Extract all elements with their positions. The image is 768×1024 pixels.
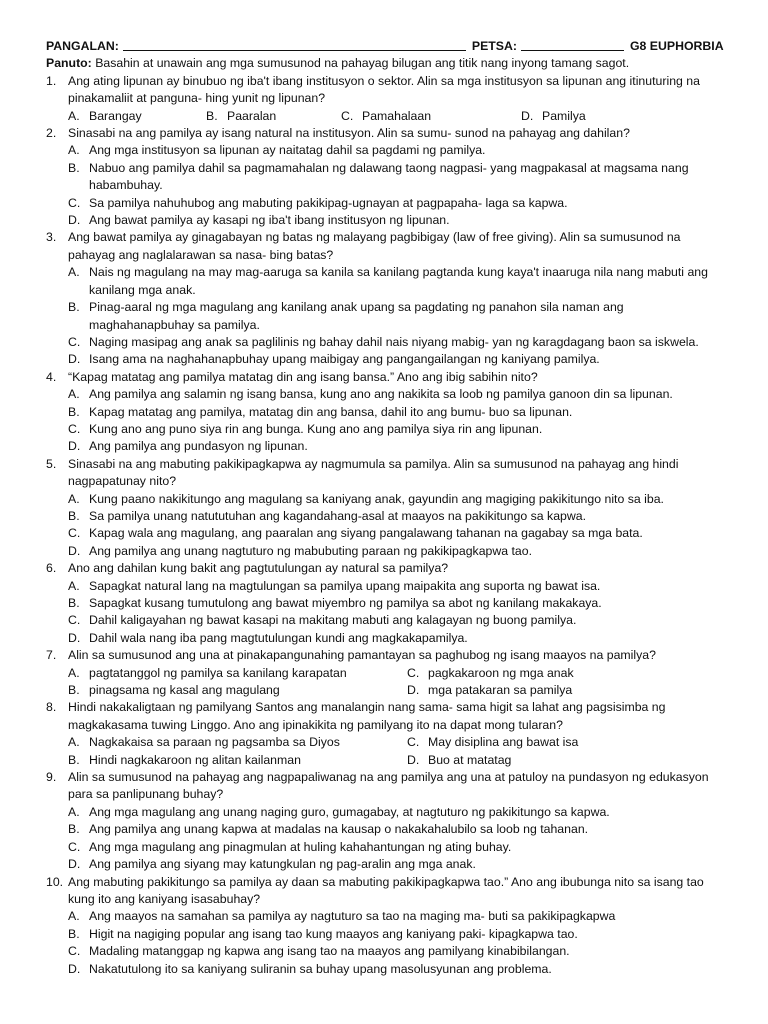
- answer-option[interactable]: [206, 108, 341, 125]
- options-row: [46, 752, 724, 769]
- option-letter: D.: [407, 752, 420, 767]
- worksheet-header: [46, 38, 724, 55]
- option-text: Pamilya: [542, 108, 586, 123]
- option-letter: C.: [341, 108, 354, 123]
- option-text: Nakatutulong ito sa kaniyang suliranin sa buhay upang masolusyunan ang problema.: [89, 961, 552, 976]
- answer-option[interactable]: [68, 839, 724, 856]
- answer-option[interactable]: [68, 108, 206, 125]
- answer-option[interactable]: [68, 351, 724, 368]
- option-letter: A.: [68, 265, 80, 280]
- option-letter: B.: [68, 508, 80, 523]
- option-letter: B.: [68, 926, 80, 941]
- option-letter: B.: [68, 596, 80, 610]
- question-text: “Kapag matatag ang pamilya matatag din ang isang bansa.” Ano ang ibig sabihin nito?: [68, 369, 538, 384]
- question-stem: [46, 456, 724, 491]
- option-text: Buo at matatag: [428, 752, 512, 767]
- option-text: pinagsama ng kasal ang magulang: [89, 683, 280, 698]
- name-blank[interactable]: [123, 38, 466, 51]
- answer-option[interactable]: [68, 821, 724, 838]
- question-text: Ang mabuting pakikitungo sa pamilya ay daan sa mabuting pakikipagkapwa tao.” Ano ang ibubunga nito sa isang tao kung ito ang kaniyang isasabuhay?: [68, 874, 704, 906]
- option-letter: A.: [68, 735, 80, 750]
- option-letter: C.: [68, 839, 81, 854]
- question-item: [46, 456, 724, 560]
- option-text: Higit na nagiging popular ang isang tao kung maayos ang kaniyang paki- kipagkapwa tao.: [89, 926, 578, 941]
- question-text: Ano ang dahilan kung bakit ang pagtutulungan ay natural sa pamilya?: [68, 561, 449, 576]
- question-number: 5.: [46, 456, 57, 471]
- question-stem: [46, 769, 724, 804]
- question-stem: [46, 699, 724, 734]
- question-number: 1.: [46, 73, 57, 88]
- answer-option[interactable]: [68, 926, 724, 943]
- option-text: Ang mga institusyon sa lipunan ay naitatag dahil sa pagdami ng pamilya.: [89, 143, 486, 158]
- answer-option[interactable]: [68, 508, 724, 525]
- option-letter: B.: [68, 300, 80, 315]
- option-text: Naging masipag ang anak sa paglilinis ng bahay dahil nais niyang mabig- yan ng karagdagang baon sa iskwela.: [89, 334, 699, 349]
- option-letter: B.: [68, 683, 80, 698]
- answer-option[interactable]: [68, 264, 724, 299]
- answer-option[interactable]: [68, 160, 724, 195]
- options-list: [46, 264, 724, 368]
- option-letter: B.: [206, 108, 218, 123]
- option-letter: A.: [68, 665, 80, 680]
- option-letter: A.: [68, 578, 80, 593]
- option-text: Paaralan: [227, 108, 277, 123]
- options-row: [46, 665, 724, 682]
- option-letter: A.: [68, 143, 80, 158]
- option-text: Ang mga magulang ang pinagmulan at huling kahahantungan ng ating buhay.: [89, 839, 512, 854]
- answer-option[interactable]: [68, 334, 724, 351]
- instructions: [46, 55, 724, 72]
- option-letter: C.: [68, 944, 81, 959]
- answer-option[interactable]: [407, 682, 572, 699]
- question-stem: [46, 73, 724, 108]
- option-letter: D.: [68, 213, 81, 228]
- option-text: Kung ano ang puno siya rin ang bunga. Kung ano ang pamilya siya rin ang lipunan.: [89, 421, 543, 436]
- options-list: [46, 491, 724, 561]
- option-text: Sapagkat natural lang na magtulungan sa pamilya upang maipakita ang suporta ng bawat isa.: [89, 578, 601, 593]
- option-text: Nabuo ang pamilya dahil sa pagmamahalan ng dalawang taong nagpasi- yang magpakasal at magsama nang habambuhay.: [89, 160, 689, 193]
- option-text: Kung paano nakikitungo ang magulang sa kaniyang anak, gayundin ang magiging pakikitungo nito sa iba.: [89, 491, 664, 506]
- option-text: Barangay: [89, 108, 142, 123]
- answer-option[interactable]: [68, 525, 724, 542]
- answer-option[interactable]: [68, 595, 724, 612]
- answer-option[interactable]: [68, 682, 407, 699]
- option-letter: D.: [68, 439, 81, 454]
- option-text: mga patakaran sa pamilya: [428, 683, 573, 698]
- question-number: 4.: [46, 369, 57, 384]
- option-text: Ang maayos na samahan sa pamilya ay nagtuturo sa tao na maging ma- buti sa pakikipagkapwa: [89, 909, 616, 924]
- answer-option[interactable]: [68, 578, 724, 595]
- option-letter: B.: [68, 160, 80, 175]
- option-text: Kapag wala ang magulang, ang paaralan ang siyang pangalawang tahanan na gagabay sa mga bata.: [89, 526, 643, 541]
- question-stem: [46, 560, 724, 577]
- option-text: Ang pamilya ang unang kapwa at madalas na kausap o nakakahalubilo sa loob ng tahanan.: [89, 822, 589, 837]
- answer-option[interactable]: [68, 804, 724, 821]
- answer-option[interactable]: [68, 734, 407, 751]
- question-text: Ang bawat pamilya ay ginagabayan ng batas ng malayang pagbibigay (law of free giving). Alin sa sumusunod na pahayag ang naglalarawan sa nasa- bing batas?: [68, 230, 681, 262]
- option-text: Sa pamilya nahuhubog ang mabuting pakikipag-ugnayan at pagpapaha- laga sa kapwa.: [89, 195, 568, 210]
- option-text: Dahil wala nang iba pang magtutulungan kundi ang magkakapamilya.: [89, 630, 468, 645]
- option-letter: A.: [68, 108, 80, 123]
- date-blank[interactable]: [521, 38, 624, 51]
- answer-option[interactable]: [521, 108, 641, 125]
- answer-option[interactable]: [407, 665, 574, 682]
- option-letter: C.: [68, 334, 81, 349]
- answer-option[interactable]: [68, 299, 724, 334]
- options-list: [46, 142, 724, 229]
- options-row: [46, 108, 724, 125]
- question-item: [46, 73, 724, 125]
- option-letter: A.: [68, 387, 80, 402]
- question-stem: [46, 369, 724, 386]
- option-letter: D.: [521, 108, 534, 123]
- question-text: Sinasabi na ang mabuting pakikipagkapwa ay nagmumula sa pamilya. Alin sa sumusunod na pahayag ang hindi nagpapatunay nito?: [68, 456, 679, 489]
- answer-option[interactable]: [68, 195, 724, 212]
- option-text: Madaling matanggap ng kapwa ang isang tao na maayos ang pamilyang kinabibilangan.: [89, 944, 570, 959]
- option-letter: A.: [68, 491, 80, 506]
- question-number: 7.: [46, 648, 57, 663]
- question-item: [46, 647, 724, 699]
- answer-option[interactable]: [68, 543, 724, 560]
- answer-option[interactable]: [68, 212, 724, 229]
- answer-option[interactable]: [68, 438, 724, 455]
- option-text: pagtatanggol ng pamilya sa kanilang karapatan: [89, 665, 347, 680]
- question-number: 8.: [46, 700, 57, 715]
- option-letter: B.: [68, 752, 80, 767]
- question-number: 3.: [46, 230, 57, 245]
- option-letter: D.: [68, 630, 81, 645]
- option-text: Nagkakaisa sa paraan ng pagsamba sa Diyos: [89, 735, 340, 750]
- option-letter: D.: [68, 543, 81, 558]
- option-letter: C.: [68, 613, 81, 628]
- question-text: Ang ating lipunan ay binubuo ng iba't ibang institusyon o sektor. Alin sa mga institusyon sa lipunan ang itinuturing na pinakamaliit at pangunа- hing yunit ng lipunan?: [68, 73, 700, 106]
- question-item: [46, 769, 724, 873]
- option-text: Pinag-aaral ng mga magulang ang kanilang anak upang sa pagdating ng panahon sila naman ang maghahanapbuhay sa pamilya.: [89, 300, 624, 332]
- options-list: [46, 386, 724, 456]
- option-text: Sapagkat kusang tumutulong ang bawat miyembro ng pamilya sa abot ng kanilang makakaya.: [89, 596, 602, 610]
- answer-option[interactable]: [407, 752, 511, 769]
- question-item: [46, 699, 724, 769]
- option-text: May disiplina ang bawat isa: [428, 735, 579, 750]
- options-row: [46, 682, 724, 699]
- name-label: PANGALAN:: [46, 39, 119, 53]
- instructions-label: Panuto:: [46, 56, 92, 71]
- answer-option[interactable]: [407, 734, 578, 751]
- question-stem: [46, 874, 724, 909]
- option-letter: C.: [407, 735, 420, 750]
- question-stem: [46, 647, 724, 664]
- instructions-text: Basahin at unawain ang mga sumusunod na pahayag bilugan ang titik nang inyong tamang sagot.: [95, 56, 630, 71]
- options-list: [46, 908, 724, 978]
- option-letter: D.: [407, 683, 420, 698]
- option-letter: B.: [68, 404, 80, 419]
- question-text: Alin sa sumusunod na pahayag ang nagpapaliwanag na ang pamilya ang una at patuloy na pundasyon ng edukasyon para sa panlipunang buhay?: [68, 770, 709, 802]
- option-letter: B.: [68, 822, 80, 837]
- question-stem: [46, 229, 724, 264]
- option-text: Pamahalaan: [362, 108, 432, 123]
- option-text: Ang pamilya ang siyang may katungkulan ng pag-aralin ang mga anak.: [89, 857, 476, 872]
- question-text: Alin sa sumusunod ang una at pinakapangunahing pamantayan sa paghubog ng isang maayos na pamilya?: [68, 648, 656, 663]
- option-letter: C.: [68, 421, 81, 436]
- answer-option[interactable]: [68, 908, 724, 925]
- option-text: Kapag matatag ang pamilya, matatag din ang bansa, dahil ito ang bumu- buo sa lipunan.: [89, 404, 573, 419]
- question-number: 2.: [46, 126, 57, 141]
- option-text: Ang mga magulang ang unang naging guro, gumagabay, at nagtuturo ng pakikitungo sa kapwa.: [89, 804, 610, 819]
- question-list: [46, 73, 724, 978]
- option-text: Ang pamilya ang pundasyon ng lipunan.: [89, 439, 308, 454]
- option-letter: A.: [68, 909, 80, 924]
- option-text: Ang bawat pamilya ay kasapi ng iba't ibang institusyon ng lipunan.: [89, 213, 450, 228]
- question-text: Sinasabi na ang pamilya ay isang natural na institusyon. Alin sa sumu- sunod na pahayag ang dahilan?: [68, 126, 630, 141]
- option-letter: D.: [68, 352, 81, 367]
- answer-option[interactable]: [68, 404, 724, 421]
- option-text: Ang pamilya ang salamin ng isang bansa, kung ano ang nakikita sa loob ng pamilya ganoon din sa lipunan.: [89, 387, 673, 402]
- section-label: G8 EUPHORBIA: [629, 39, 724, 53]
- option-text: Sa pamilya unang natututuhan ang kagandahang-asal at maayos na pakikitungo sa kapwa.: [89, 508, 587, 523]
- option-letter: C.: [68, 195, 81, 210]
- question-item: [46, 229, 724, 368]
- answer-option[interactable]: [68, 612, 724, 629]
- answer-option[interactable]: [68, 491, 724, 508]
- answer-option[interactable]: [68, 421, 724, 438]
- question-number: 9.: [46, 770, 57, 785]
- option-text: Nais ng magulang na may mag-aaruga sa kanila sa kanilang pagtanda kung kaya't inaaruga nila nang mabuti ang kanilang mga anak.: [89, 265, 708, 297]
- question-number: 10.: [46, 874, 64, 889]
- answer-option[interactable]: [68, 142, 724, 159]
- options-list: [46, 804, 724, 874]
- answer-option[interactable]: [68, 665, 407, 682]
- options-list: [46, 578, 724, 648]
- answer-option[interactable]: [68, 630, 724, 647]
- option-text: Ang pamilya ang unang nagtuturo ng mabubuting paraan ng pakikipagkapwa tao.: [89, 543, 533, 558]
- option-text: Hindi nagkakaroon ng alitan kailanman: [89, 752, 301, 767]
- question-text: Hindi nakakaligtaan ng pamilyang Santos ang manalangin nang sama- sama higit sa lahat ang pagsisimba ng magkakasama tuwing Linggo. Ano ang ipinakikita ng pamilyang ito na dapat mong tularan?: [68, 700, 666, 732]
- answer-option[interactable]: [68, 943, 724, 960]
- question-stem: [46, 125, 724, 142]
- question-item: [46, 874, 724, 978]
- question-item: [46, 125, 724, 229]
- option-letter: D.: [68, 857, 81, 872]
- option-letter: A.: [68, 804, 80, 819]
- answer-option[interactable]: [68, 752, 407, 769]
- question-item: [46, 369, 724, 456]
- date-label: PETSA:: [471, 39, 517, 53]
- option-letter: D.: [68, 961, 81, 976]
- option-text: Isang ama na naghahanapbuhay upang maibigay ang pangangailangan ng kaniyang pamilya.: [89, 352, 600, 367]
- answer-option[interactable]: [68, 386, 724, 403]
- option-letter: C.: [68, 526, 81, 541]
- option-text: Dahil kaligayahan ng bawat kasapi na makitang mabuti ang kalagayan ng buong pamilya.: [89, 613, 577, 628]
- question-number: 6.: [46, 561, 57, 576]
- answer-option[interactable]: [68, 961, 724, 978]
- answer-option[interactable]: [68, 856, 724, 873]
- answer-option[interactable]: [341, 108, 521, 125]
- option-text: pagkakaroon ng mga anak: [428, 665, 574, 680]
- question-item: [46, 560, 724, 647]
- option-letter: C.: [407, 665, 420, 680]
- options-row: [46, 734, 724, 751]
